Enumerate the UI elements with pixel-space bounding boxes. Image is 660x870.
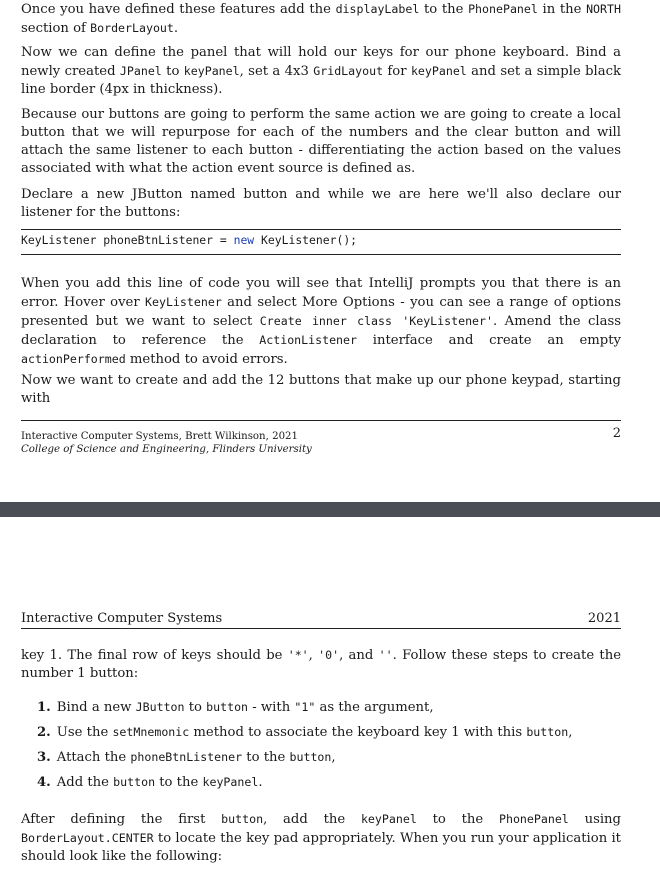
footer-author: Interactive Computer Systems, Brett Wilkinson, 2021 xyxy=(21,431,299,442)
code-listing: KeyListener phoneBtnListener = new KeyListener(); xyxy=(21,233,358,247)
header-title: Interactive Computer Systems xyxy=(21,611,223,626)
header-year: 2021 xyxy=(587,611,621,626)
code-rule-bottom xyxy=(21,254,621,255)
paragraph-6: Now we want to create and add the 12 buttons that make up our phone keypad, starting with xyxy=(21,373,621,406)
page-number: 2 xyxy=(612,426,621,441)
paragraph-1: Once you have defined these features add the displayLabel to the PhonePanel in the NORTH section of BorderLayout. xyxy=(21,2,621,36)
page2-paragraph-1: key 1. The final row of keys should be '*', '0', and ''. Follow these steps to create the number 1 button: xyxy=(21,648,622,681)
paragraph-3: Because our buttons are going to perform the same action we are going to create a local button that we will repurpose for each of the numbers and the clear button and will attach the same listener to each button - differentiating the action based on the values associated with what the action event source is defined as. xyxy=(21,107,621,176)
running-header xyxy=(21,611,621,626)
code-rule-top xyxy=(21,229,621,230)
paragraph-5: When you add this line of code you will see that IntelliJ prompts you that there is an error. Hover over KeyListener and select More Options - you can see a range of options presented but we want to select Create inner class 'KeyListener'. Amend the class declaration to reference the ActionListener interface and create an empty actionPerformed method to avoid errors. xyxy=(21,276,621,367)
paragraph-2: Now we can define the panel that will hold our keys for our phone keyboard. Bind a newly created JPanel to keyPanel, set a 4x3 GridLayout for keyPanel and set a simple black line border (4px in thickness). xyxy=(21,45,622,97)
paragraph-4: Declare a new JButton named button and while we are here we'll also declare our listener for the buttons: xyxy=(21,187,621,220)
footer-rule xyxy=(21,420,621,421)
header-rule xyxy=(21,628,621,629)
list-item: 3. Attach the phoneBtnListener to the button, xyxy=(37,750,336,765)
page2-paragraph-2: After defining the first button, add the keyPanel to the PhonePanel using BorderLayout.CENTER to locate the key pad appropriately. When you run your application it should look like the following: xyxy=(21,812,621,864)
list-item: 4. Add the button to the keyPanel. xyxy=(37,775,263,790)
list-item: 1. Bind a new JButton to button - with "1" as the argument, xyxy=(37,700,434,715)
footer-affiliation: College of Science and Engineering, Flinders University xyxy=(21,444,312,455)
page-divider xyxy=(0,502,660,517)
list-item: 2. Use the setMnemonic method to associate the keyboard key 1 with this button, xyxy=(37,725,573,740)
